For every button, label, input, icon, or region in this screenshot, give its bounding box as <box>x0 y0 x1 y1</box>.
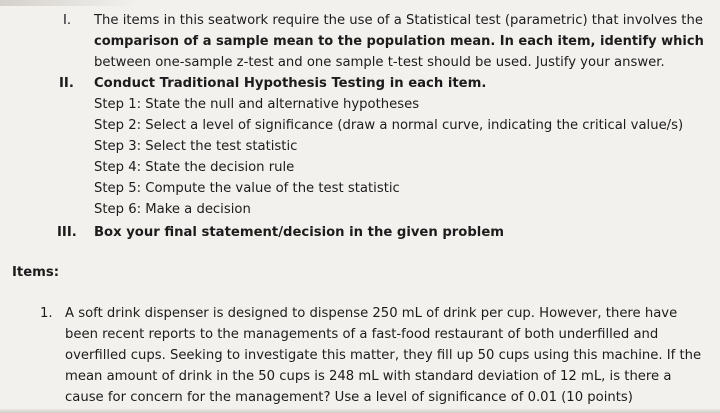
items-heading: Items: <box>12 265 60 280</box>
step-5: Step 5: Compute the value of the test statistic <box>94 181 400 196</box>
part-3-numeral: III. <box>57 225 77 240</box>
item-1-line-4: mean amount of drink in the 50 cups is 248 mL with standard deviation of 12 mL, is there a <box>65 369 672 384</box>
part-2-heading: Conduct Traditional Hypothesis Testing in each item. <box>94 76 487 91</box>
step-6: Step 6: Make a decision <box>94 202 251 217</box>
step-1: Step 1: State the null and alternative hypotheses <box>94 97 420 112</box>
item-1-line-5: cause for concern for the management? Use a level of significance of 0.01 (10 points) <box>65 390 633 405</box>
step-3: Step 3: Select the test statistic <box>94 139 298 154</box>
part-1-numeral: I. <box>63 13 72 28</box>
part-2-numeral: II. <box>59 76 74 91</box>
top-edge-shadow <box>0 0 140 6</box>
item-1-number: 1. <box>40 306 53 321</box>
step-2: Step 2: Select a level of significance (draw a normal curve, indicating the critical value/s) <box>94 118 684 133</box>
bottom-edge-shadow <box>0 408 720 413</box>
part-1-line-2: comparison of a sample mean to the population mean. In each item, identify which <box>94 34 704 49</box>
step-4: Step 4: State the decision rule <box>94 160 295 175</box>
part-1-line-3: between one-sample z-test and one sample t-test should be used. Justify your answer. <box>94 55 665 70</box>
part-3-heading: Box your final statement/decision in the given problem <box>94 225 505 240</box>
item-1-line-2: been recent reports to the managements of a fast-food restaurant of both underfilled and <box>65 327 659 342</box>
part-1-line-1: The items in this seatwork require the use of a Statistical test (parametric) that involves the <box>94 13 703 28</box>
item-1-line-1: A soft drink dispenser is designed to dispense 250 mL of drink per cup. However, there have <box>65 306 678 321</box>
item-1-line-3: overfilled cups. Seeking to investigate this matter, they fill up 50 cups using this machine. If the <box>65 348 702 363</box>
